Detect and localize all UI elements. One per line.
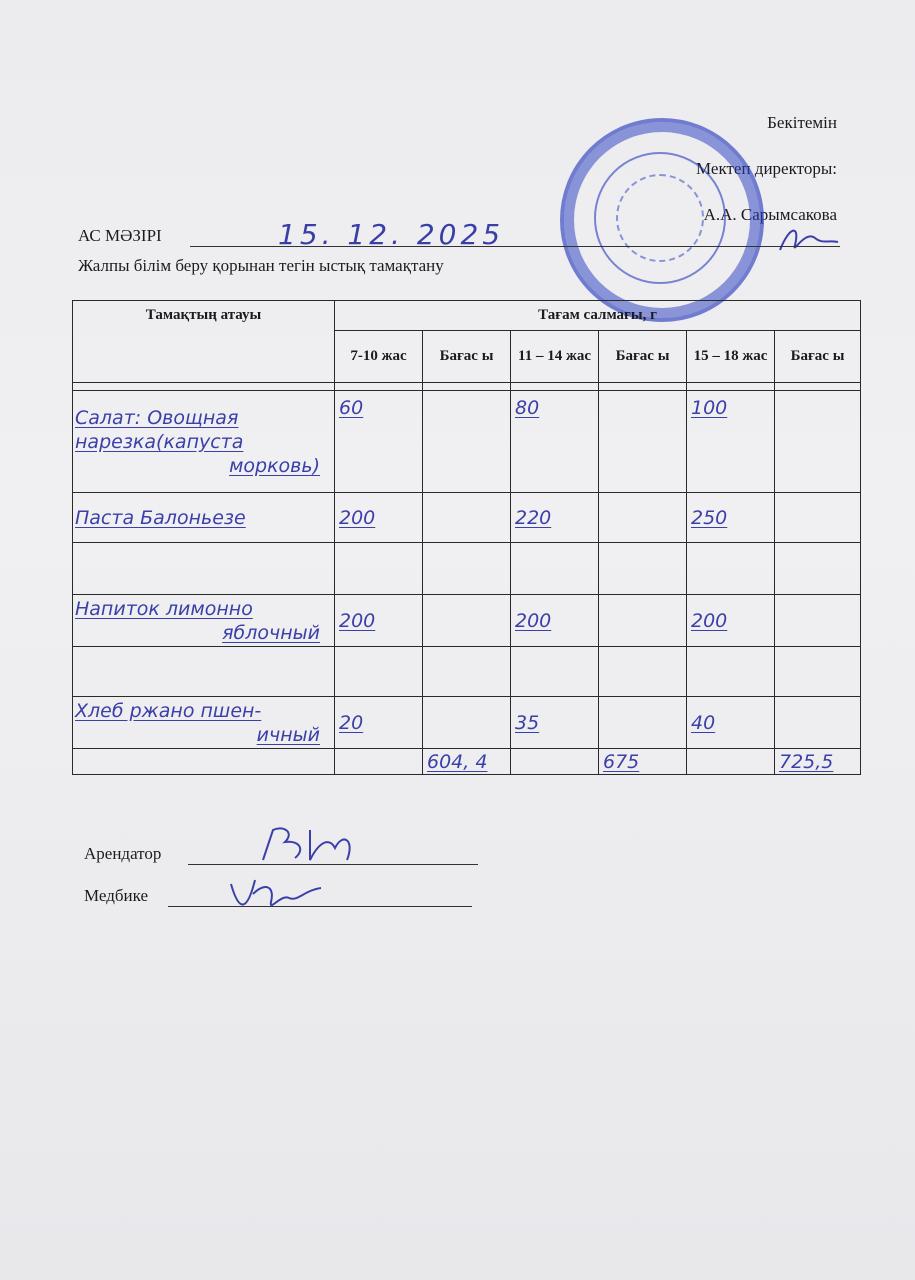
weight-11-14: 200 (511, 595, 599, 647)
seal-emblem (616, 174, 704, 262)
table-row (73, 595, 861, 647)
page-title: АС МӘЗІРІ (78, 226, 162, 245)
weight-7-10: 60 (335, 391, 423, 493)
weight-11-14: 220 (511, 493, 599, 543)
dish-name (73, 391, 335, 493)
lessee-signature (255, 820, 365, 870)
official-seal (560, 118, 764, 322)
table-row (73, 493, 861, 543)
dish-line: морковь) (229, 454, 320, 477)
dish-line: ичный (256, 723, 320, 746)
nurse-signature (225, 872, 325, 918)
weight-15-18: 250 (687, 493, 775, 543)
header-age-15-18: 15 – 18 жас (687, 331, 775, 383)
menu-table (72, 300, 861, 775)
header-price-3: Бағас ы (775, 331, 861, 383)
totals-row (73, 749, 861, 775)
table-row (73, 697, 861, 749)
weight-7-10: 20 (335, 697, 423, 749)
weight-15-18: 40 (687, 697, 775, 749)
price-total-15-18: 725,5 (775, 749, 861, 775)
dish-line: яблочный (222, 621, 320, 644)
weight-11-14: 35 (511, 697, 599, 749)
approval-line-3: А.А. Сарымсакова (703, 205, 837, 224)
menu-date: 15. 12. 2025 (278, 218, 505, 251)
price-total-7-10: 604, 4 (423, 749, 511, 775)
weight-15-18: 100 (687, 391, 775, 493)
header-price-1: Бағас ы (423, 331, 511, 383)
dish-line: Напиток лимонно (75, 597, 253, 620)
weight-7-10: 200 (335, 493, 423, 543)
weight-15-18: 200 (687, 595, 775, 647)
header-dish-name: Тамақтың атауы (73, 301, 335, 383)
dish-line: Хлеб ржано пшен- (75, 699, 262, 722)
dish-name (73, 697, 335, 749)
approval-line-1: Бекітемін (767, 113, 837, 132)
header-weight-group: Тағам салмағы, г (335, 301, 861, 331)
price-total-11-14: 675 (599, 749, 687, 775)
dish-name (73, 595, 335, 647)
weight-7-10: 200 (335, 595, 423, 647)
approval-line-2: Мектеп директоры: (696, 159, 837, 178)
header-age-7-10: 7-10 жас (335, 331, 423, 383)
nurse-label: Медбике (84, 886, 148, 905)
dish-name: Паста Балоньезе (73, 493, 335, 543)
table-row (73, 391, 861, 493)
lessee-label: Арендатор (84, 844, 162, 863)
page-subtitle: Жалпы білім беру қорынан тегін ыстық тамақтану (78, 256, 444, 275)
header-price-2: Бағас ы (599, 331, 687, 383)
header-age-11-14: 11 – 14 жас (511, 331, 599, 383)
dish-line: Салат: Овощная (75, 406, 239, 429)
weight-11-14: 80 (511, 391, 599, 493)
director-signature (770, 220, 840, 260)
dish-line: нарезка(капуста (75, 430, 244, 453)
